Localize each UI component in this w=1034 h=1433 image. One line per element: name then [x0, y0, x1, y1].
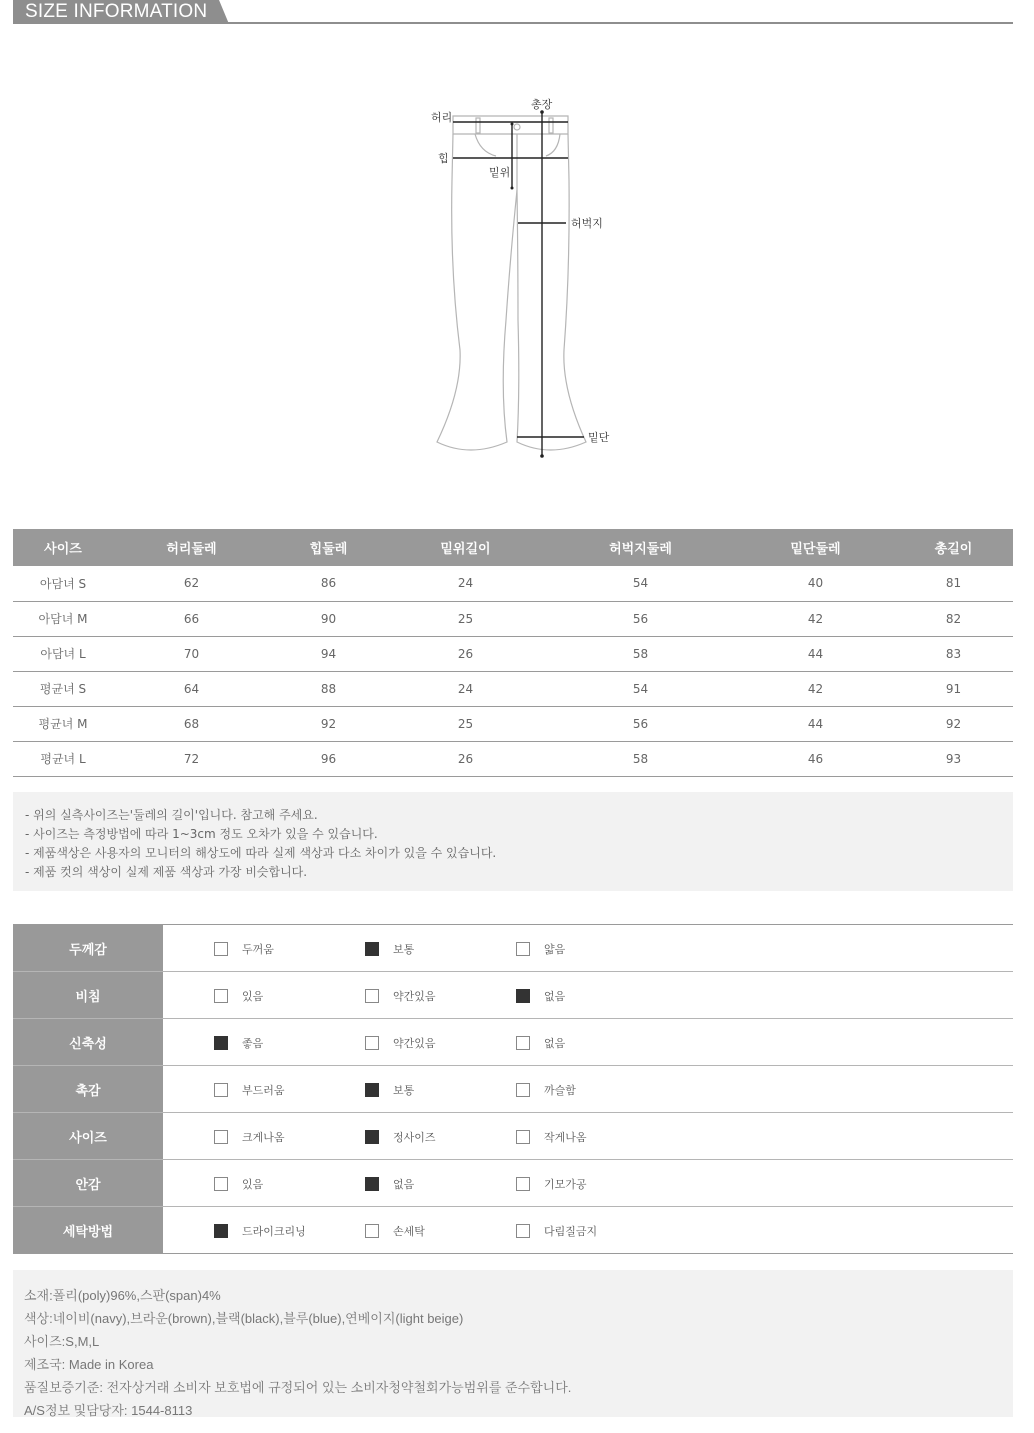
feature-row — [13, 1066, 1013, 1113]
unchecked-box-icon — [516, 942, 530, 956]
feature-option — [214, 1082, 285, 1098]
table-cell: 24 — [387, 566, 544, 601]
table-row — [13, 671, 1013, 706]
option-label: 있음 — [242, 990, 264, 1003]
note-line: - 위의 실측사이즈는'둘레의 길이'입니다. 참고해 주세요. — [25, 808, 318, 822]
feature-option — [214, 1223, 306, 1239]
feature-label: 비침 — [13, 972, 163, 1018]
table-cell: 42 — [737, 601, 894, 636]
feature-row — [13, 1207, 1013, 1254]
table-cell: 아담녀 S — [13, 566, 113, 601]
option-label: 없음 — [393, 1178, 415, 1191]
feature-option — [516, 1176, 587, 1192]
info-origin: 제조국: Made in Korea — [24, 1357, 154, 1372]
table-cell: 44 — [737, 636, 894, 671]
table-cell: 56 — [544, 601, 737, 636]
feature-option — [214, 1129, 285, 1145]
table-cell: 81 — [894, 566, 1013, 601]
feature-option — [516, 1129, 587, 1145]
table-cell: 68 — [113, 706, 270, 741]
table-row — [13, 706, 1013, 741]
table-row — [13, 601, 1013, 636]
checked-box-icon — [365, 1177, 379, 1191]
option-label: 보통 — [393, 1084, 415, 1097]
option-label: 크게나옴 — [242, 1131, 285, 1144]
table-cell: 54 — [544, 566, 737, 601]
feature-row — [13, 1019, 1013, 1066]
table-cell: 24 — [387, 671, 544, 706]
label-rise: 밑위 — [489, 166, 511, 179]
info-colors: 색상:네이비(navy),브라운(brown),블랙(black),블루(blue),연베이지(light beige) — [24, 1311, 464, 1326]
table-cell: 44 — [737, 706, 894, 741]
feature-row — [13, 972, 1013, 1019]
label-hip: 힙 — [438, 152, 449, 165]
table-cell: 92 — [894, 706, 1013, 741]
unchecked-box-icon — [365, 989, 379, 1003]
option-label: 까슬함 — [544, 1084, 576, 1097]
table-cell: 90 — [270, 601, 387, 636]
table-cell: 평균녀 L — [13, 741, 113, 776]
label-waist: 허리 — [431, 111, 453, 124]
feature-option — [516, 1082, 576, 1098]
column-header: 힙둘레 — [270, 529, 387, 566]
column-header: 밑위길이 — [387, 529, 544, 566]
feature-option — [214, 1176, 263, 1192]
column-header: 허리둘레 — [113, 529, 270, 566]
table-cell: 70 — [113, 636, 270, 671]
feature-label: 세탁방법 — [13, 1207, 163, 1253]
feature-option — [365, 941, 414, 957]
table-cell: 82 — [894, 601, 1013, 636]
feature-option — [365, 988, 436, 1004]
unchecked-box-icon — [516, 1036, 530, 1050]
feature-row — [13, 1113, 1013, 1160]
feature-option — [365, 1223, 425, 1239]
feature-label: 신축성 — [13, 1019, 163, 1065]
table-cell: 83 — [894, 636, 1013, 671]
table-cell: 평균녀 M — [13, 706, 113, 741]
feature-option — [365, 1082, 414, 1098]
table-cell: 26 — [387, 636, 544, 671]
option-label: 손세탁 — [393, 1225, 425, 1238]
checked-box-icon — [214, 1036, 228, 1050]
option-label: 있음 — [242, 1178, 264, 1191]
info-material: 소재:폴리(poly)96%,스판(span)4% — [24, 1288, 221, 1303]
table-cell: 91 — [894, 671, 1013, 706]
option-label: 정사이즈 — [393, 1131, 436, 1144]
feature-row — [13, 1160, 1013, 1207]
table-cell: 92 — [270, 706, 387, 741]
table-cell: 46 — [737, 741, 894, 776]
table-cell: 40 — [737, 566, 894, 601]
option-label: 얇음 — [544, 943, 566, 956]
table-cell: 62 — [113, 566, 270, 601]
feature-label: 촉감 — [13, 1066, 163, 1112]
table-cell: 66 — [113, 601, 270, 636]
table-cell: 평균녀 S — [13, 671, 113, 706]
header-divider — [223, 22, 1013, 24]
option-label: 기모가공 — [544, 1178, 587, 1191]
feature-option — [214, 941, 274, 957]
size-table — [13, 529, 1013, 777]
option-label: 작게나옴 — [544, 1131, 587, 1144]
feature-option — [365, 1129, 436, 1145]
column-header: 사이즈 — [13, 529, 113, 566]
feature-label: 안감 — [13, 1160, 163, 1206]
feature-option — [214, 988, 263, 1004]
table-cell: 25 — [387, 706, 544, 741]
option-label: 부드러움 — [242, 1084, 285, 1097]
pants-illustration — [400, 90, 640, 470]
option-label: 약간있음 — [393, 990, 436, 1003]
table-cell: 64 — [113, 671, 270, 706]
unchecked-box-icon — [516, 1177, 530, 1191]
table-cell: 72 — [113, 741, 270, 776]
table-cell: 54 — [544, 671, 737, 706]
unchecked-box-icon — [214, 989, 228, 1003]
column-header: 허벅지둘레 — [544, 529, 737, 566]
option-label: 약간있음 — [393, 1037, 436, 1050]
option-label: 없음 — [544, 1037, 566, 1050]
column-header: 밑단둘레 — [737, 529, 894, 566]
table-cell: 58 — [544, 741, 737, 776]
unchecked-box-icon — [214, 942, 228, 956]
checked-box-icon — [365, 1083, 379, 1097]
table-cell: 25 — [387, 601, 544, 636]
section-title: SIZE INFORMATION — [25, 1, 208, 22]
option-label: 두꺼움 — [242, 943, 274, 956]
table-cell: 42 — [737, 671, 894, 706]
unchecked-box-icon — [214, 1177, 228, 1191]
unchecked-box-icon — [516, 1130, 530, 1144]
unchecked-box-icon — [516, 1224, 530, 1238]
pants-diagram — [400, 90, 640, 470]
feature-option — [365, 1176, 414, 1192]
feature-option — [365, 1035, 436, 1051]
feature-label: 사이즈 — [13, 1113, 163, 1159]
label-hem: 밑단 — [588, 431, 610, 444]
table-cell: 아담녀 M — [13, 601, 113, 636]
checked-box-icon — [214, 1224, 228, 1238]
checked-box-icon — [516, 989, 530, 1003]
unchecked-box-icon — [516, 1083, 530, 1097]
feature-option — [516, 988, 565, 1004]
table-cell: 94 — [270, 636, 387, 671]
note-line: - 제품 컷의 색상이 실제 제품 색상과 가장 비슷합니다. — [25, 865, 308, 879]
table-cell: 아담녀 L — [13, 636, 113, 671]
feature-label: 두께감 — [13, 925, 163, 971]
feature-option — [516, 1223, 597, 1239]
feature-option — [516, 941, 565, 957]
size-notes — [13, 792, 1013, 891]
note-line: - 제품색상은 사용자의 모니터의 해상도에 따라 실제 색상과 다소 차이가 있을 수 있습니다. — [25, 846, 497, 860]
option-label: 드라이크리닝 — [242, 1225, 306, 1238]
unchecked-box-icon — [214, 1130, 228, 1144]
table-row — [13, 741, 1013, 776]
option-label: 없음 — [544, 990, 566, 1003]
info-as-contact: A/S정보 및담당자: 1544-8113 — [24, 1403, 193, 1418]
feature-option — [516, 1035, 565, 1051]
label-total-length: 총장 — [531, 98, 553, 111]
section-header — [13, 0, 1013, 24]
column-header: 총길이 — [894, 529, 1013, 566]
table-cell: 58 — [544, 636, 737, 671]
checked-box-icon — [365, 1130, 379, 1144]
table-cell: 86 — [270, 566, 387, 601]
size-table-header — [13, 529, 1013, 566]
info-warranty: 품질보증기준: 전자상거래 소비자 보호법에 규정되어 있는 소비자청약철회가능범위를 준수합니다. — [24, 1380, 572, 1395]
feature-option — [214, 1035, 263, 1051]
table-row — [13, 566, 1013, 601]
table-cell: 93 — [894, 741, 1013, 776]
option-label: 좋음 — [242, 1037, 264, 1050]
info-sizes: 사이즈:S,M,L — [24, 1334, 100, 1349]
unchecked-box-icon — [365, 1224, 379, 1238]
table-cell: 88 — [270, 671, 387, 706]
option-label: 보통 — [393, 943, 415, 956]
unchecked-box-icon — [214, 1083, 228, 1097]
feature-row — [13, 925, 1013, 972]
option-label: 다림질금지 — [544, 1225, 598, 1238]
unchecked-box-icon — [365, 1036, 379, 1050]
table-cell: 96 — [270, 741, 387, 776]
label-thigh: 허벅지 — [571, 217, 603, 230]
note-line: - 사이즈는 측정방법에 따라 1~3cm 정도 오차가 있을 수 있습니다. — [25, 827, 378, 841]
feature-table — [13, 924, 1013, 1254]
table-cell: 56 — [544, 706, 737, 741]
product-info — [13, 1270, 1013, 1417]
checked-box-icon — [365, 942, 379, 956]
table-row — [13, 636, 1013, 671]
table-cell: 26 — [387, 741, 544, 776]
